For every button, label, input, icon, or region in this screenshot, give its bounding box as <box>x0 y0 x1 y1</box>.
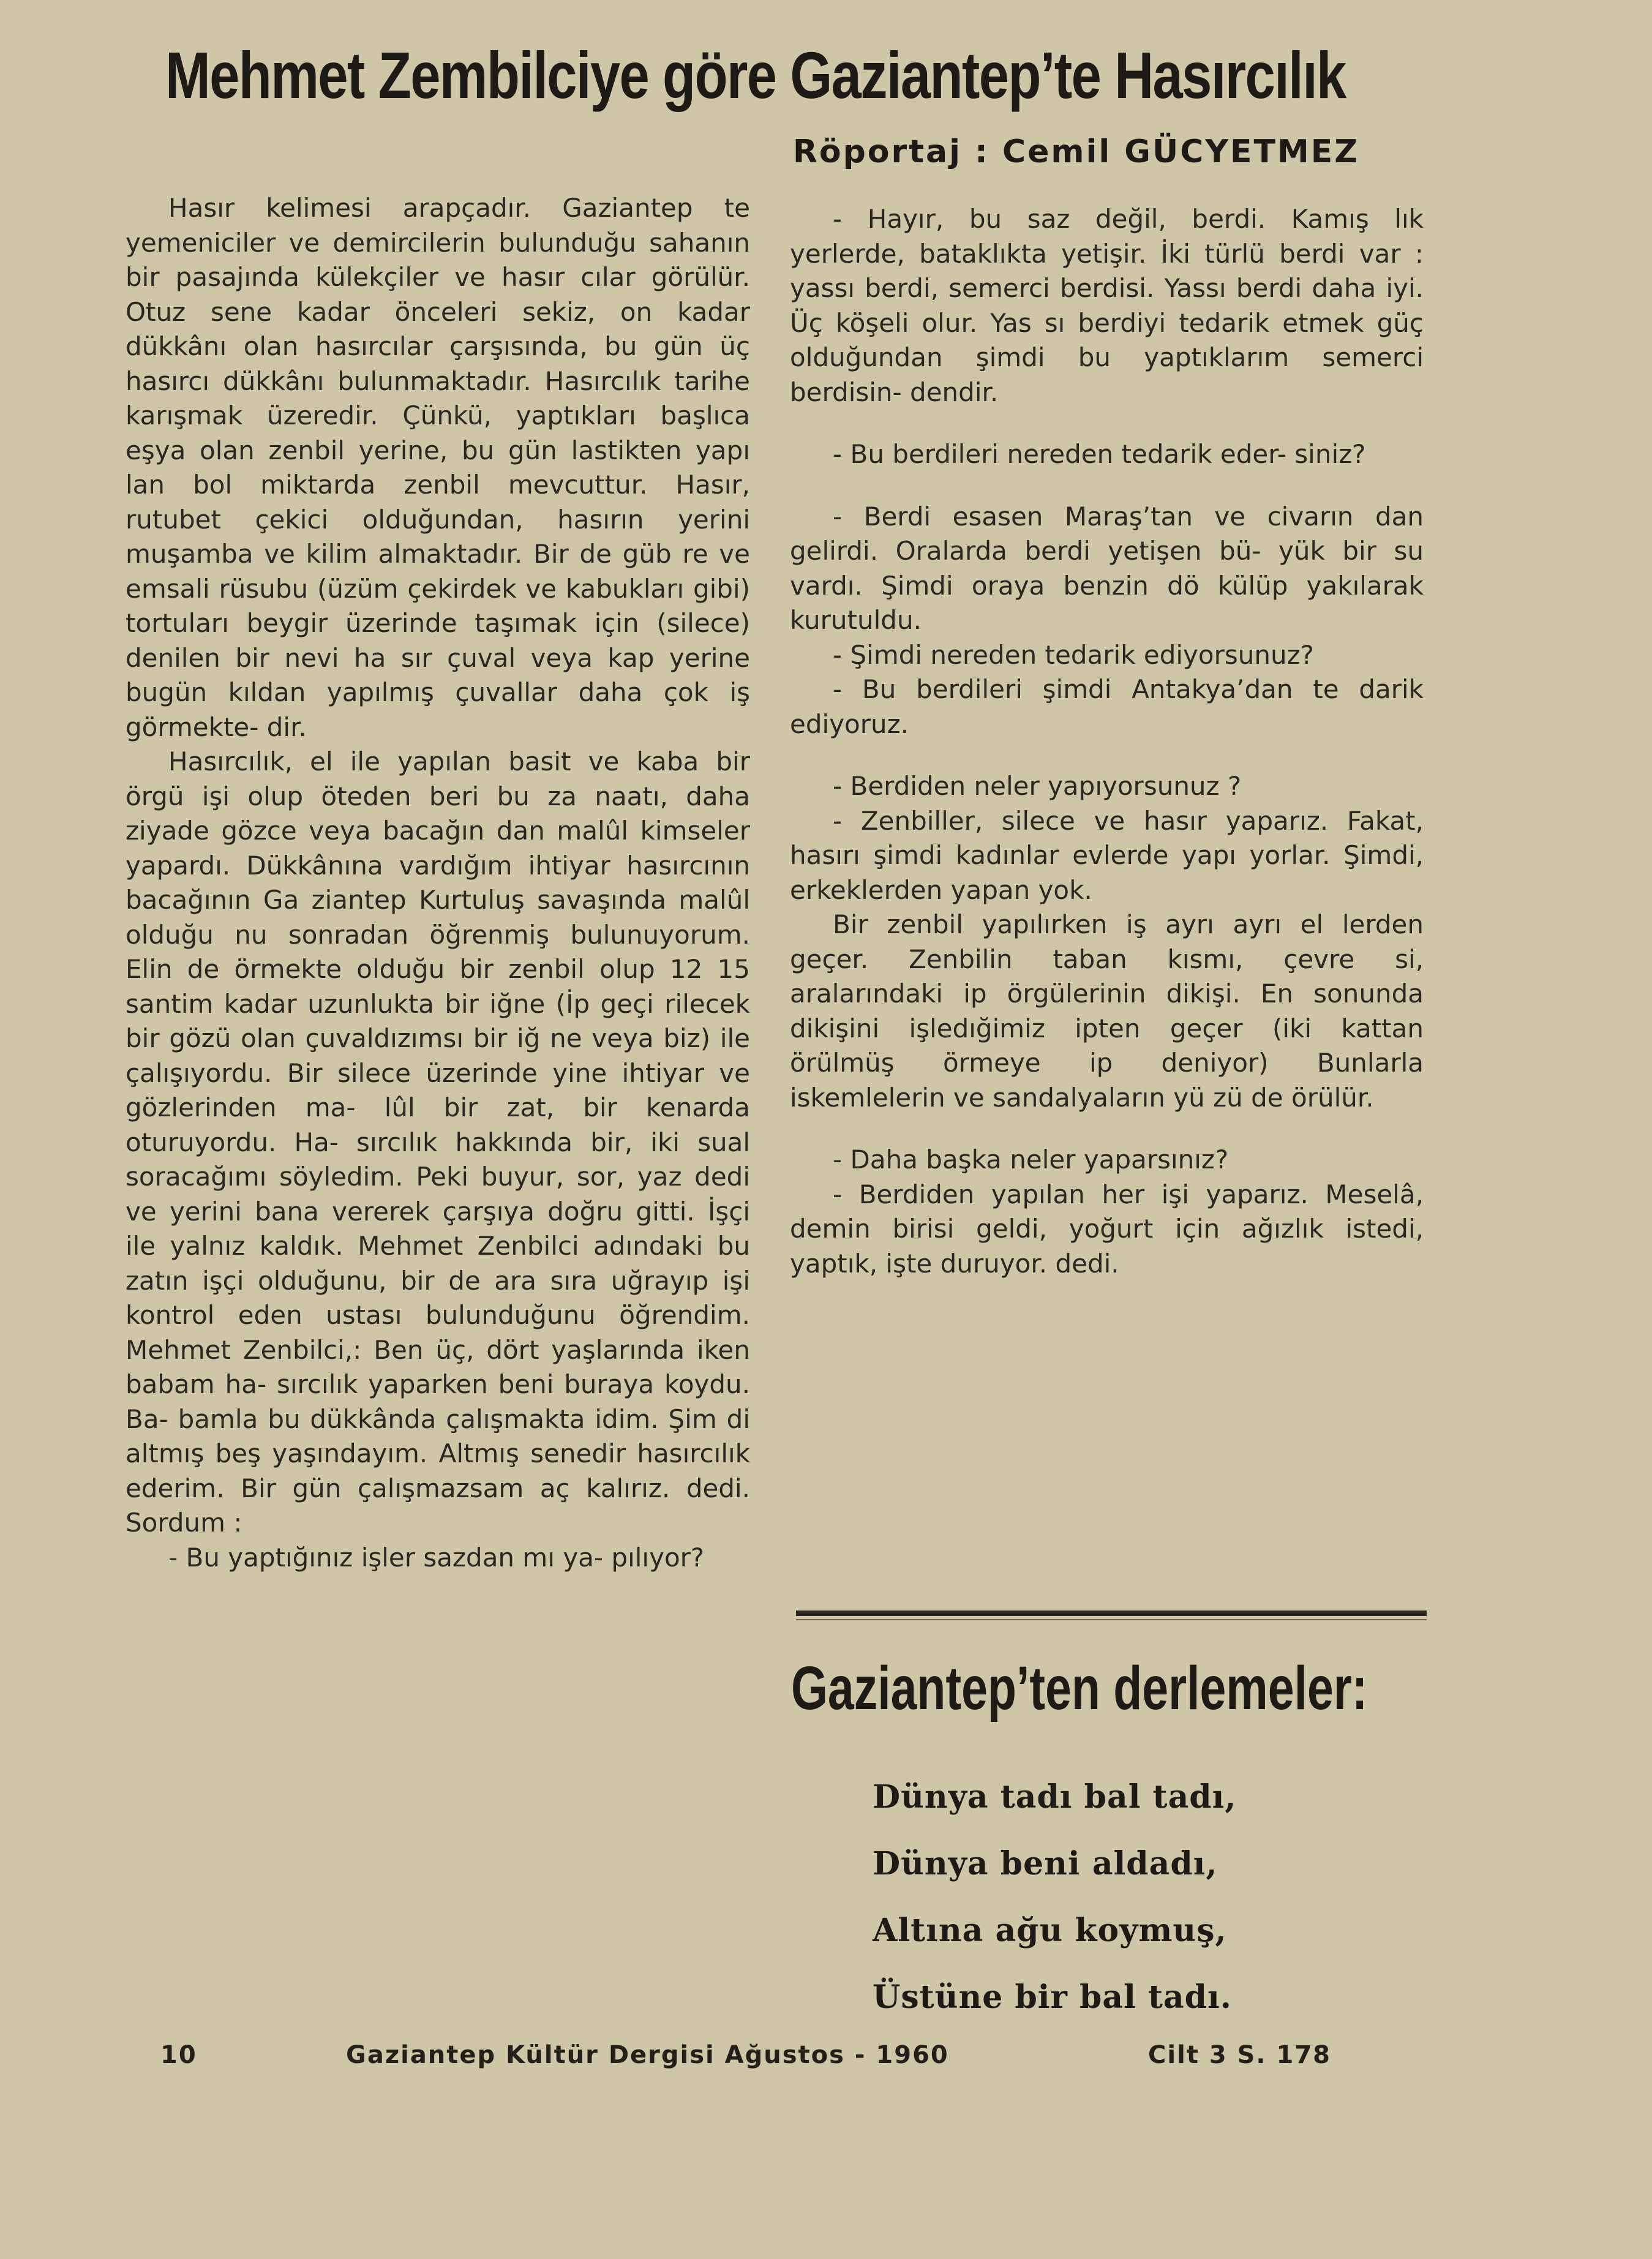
dialogue-paragraph: - Berdi esasen Maraş’tan ve civarın dan gelirdi. Oralarda berdi yetişen bü- yük bir su vardı. Şimdi oraya benzin dö külüp yakılarak kurutuldu. <box>790 501 1424 635</box>
poem <box>873 1764 1237 2031</box>
section-divider-thin <box>796 1619 1427 1620</box>
volume-number: Cilt 3 S. 178 <box>1148 2041 1332 2069</box>
dialogue-paragraph: - Berdiden yapılan her işi yaparız. Meselâ, demin birisi geldi, yoğurt için ağızlık istedi, yaptık, işte duruyor. dedi. <box>790 1179 1424 1279</box>
paragraph: - Bu yaptığınız işler sazdan mı ya- pılıyor? <box>168 1542 705 1573</box>
right-column <box>790 202 1424 1281</box>
dialogue-paragraph: - Zenbiller, silece ve hasır yaparız. Fakat, hasırı şimdi kadınlar evlerde yapı yorlar. Şimdi, erkeklerden yapan yok. <box>790 805 1424 905</box>
poem-line: Dünya tadı bal tadı, <box>873 1778 1237 1816</box>
sidebar-title: Gaziantep’ten derlemeler: <box>791 1654 1368 1723</box>
page-footer <box>0 2041 1652 2078</box>
poem-line: Dünya beni aldadı, <box>873 1845 1218 1882</box>
dialogue-paragraph: - Hayır, bu saz değil, berdi. Kamış lık yerlerde, bataklıkta yetişir. İki türlü berdi var : yassı berdi, semerci berdisi. Yassı berdi daha iyi. Üç köşeli olur. Yas sı berdiyi tedarik etmek güç olduğundan şimdi bu yaptıklarım semerci berdisin- dendir. <box>790 204 1424 407</box>
dialogue-paragraph: - Bu berdileri şimdi Antakya’dan te darik ediyoruz. <box>790 674 1424 739</box>
paragraph: Hasırcılık, el ile yapılan basit ve kaba bir örgü işi olup öteden beri bu za naatı, daha ziyade gözce veya bacağın dan malûl kimseler yapardı. Dükkânına vardığım ihtiyar hasırcının bacağının Ga ziantep Kurtuluş savaşında malûl olduğu nu sonradan öğrenmiş bulunuyorum. Elin de örmekte olduğu bir zenbil olup 12 15 santim kadar uzunlukta bir iğne (İp geçi rilecek bir gözü olan çuvaldızımsı bir iğ ne veya biz) ile çalışıyordu. Bir silece üzerinde yine ihtiyar ve gözlerinden ma- lûl bir zat, bir kenarda oturuyordu. Ha- sırcılık hakkında bir, iki sual soracağımı söyledim. Peki buyur, sor, yaz dedi ve yerini bana vererek çarşıya doğru gitti. İşçi ile yalnız kaldık. Mehmet Zenbilci adındaki bu zatın işçi olduğunu, bir de ara sıra uğrayıp işi kontrol eden ustası bulunduğunu öğrendim. Mehmet Zenbilci,: Ben üç, dört yaşlarında iken babam ha- sırcılık yaparken beni buraya koydu. Ba- bamla bu dükkânda çalışmakta idim. Şim di altmış beş yaşındayım. Altmış senedir hasırcılık ederim. Bir gün çalışmazsam aç kalırız. dedi. Sordum : <box>126 746 750 1538</box>
left-column <box>126 191 750 1575</box>
dialogue-paragraph: - Berdiden neler yapıyorsunuz ? <box>833 771 1242 801</box>
article-title: Mehmet Zembilciye göre Gaziantep’te Hasırcılık <box>165 38 1346 112</box>
paragraph: Hasır kelimesi arapçadır. Gaziantep te yemeniciler ve demircilerin bulunduğu sahanın bir pasajında külekçiler ve hasır cılar görülür. Otuz sene kadar önceleri sekiz, on kadar dükkânı olan hasırcılar çarşısında, bu gün üç hasırcı dükkânı bulunmaktadır. Hasırcılık tarihe karışmak üzeredir. Çünkü, yaptıkları başlıca eşya olan zenbil yerine, bu gün lastikten yapı lan bol miktarda zenbil mevcuttur. Hasır, rutubet çekici olduğundan, hasırın yerini muşamba ve kilim almaktadır. Bir de güb re ve emsali rüsubu (üzüm çekirdek ve kabukları gibi) tortuları beygir üzerinde taşımak için (silece) denilen bir nevi ha sır çuval veya kap yerine bugün kıldan yapılmış çuvallar daha çok iş görmekte- dir. <box>126 193 750 742</box>
journal-issue: Gaziantep Kültür Dergisi Ağustos - 1960 <box>346 2041 949 2069</box>
dialogue-paragraph: Bir zenbil yapılırken iş ayrı ayrı el lerden geçer. Zenbilin taban kısmı, çevre si, aralarındaki ip örgülerinin dikişi. En sonunda dikişini işledığimiz ipten geçer (iki kattan örülmüş örmeye ip deniyor) Bunlarla iskemlelerin ve sandalyaların yü zü de örülür. <box>790 909 1424 1113</box>
article-byline: Röportaj : Cemil GÜCYETMEZ <box>792 133 1359 170</box>
page-number: 10 <box>160 2041 197 2069</box>
poem-line: Altına ağu koymuş, <box>873 1912 1227 1949</box>
poem-line: Üstüne bir bal tadı. <box>873 1979 1232 2016</box>
dialogue-paragraph: - Daha başka neler yaparsınız? <box>833 1145 1229 1175</box>
dialogue-paragraph: - Bu berdileri nereden tedarik eder- siniz? <box>833 439 1366 469</box>
dialogue-paragraph: - Şimdi nereden tedarik ediyorsunuz? <box>833 639 1314 670</box>
section-divider <box>796 1611 1427 1616</box>
